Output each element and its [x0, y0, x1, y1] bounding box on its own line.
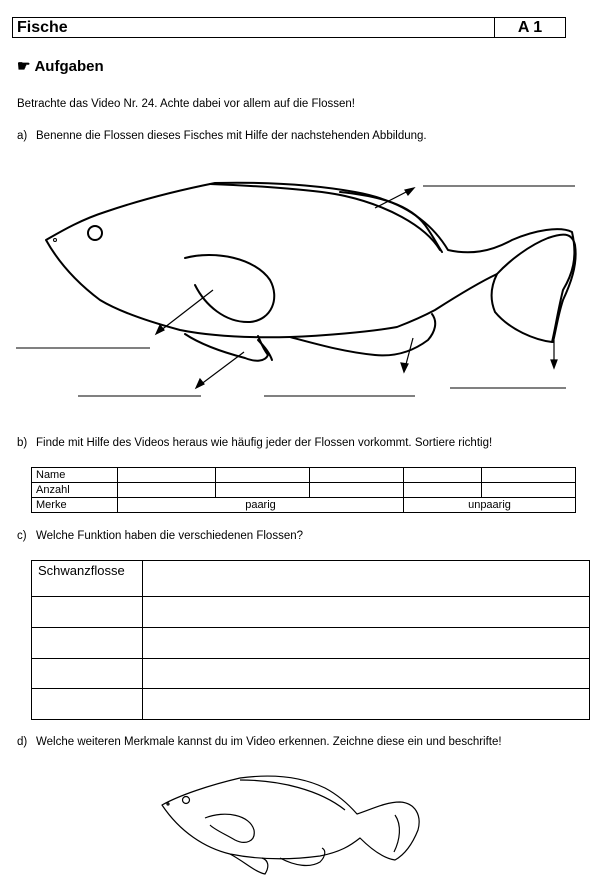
- row-label-name: Name: [32, 468, 118, 483]
- table-row: [32, 628, 590, 659]
- answer-cell[interactable]: [143, 561, 590, 597]
- table-row: [32, 498, 576, 513]
- task-c: [17, 530, 303, 542]
- intro-text: Betrachte das Video Nr. 24. Achte dabei vor allem auf die Flossen!: [17, 98, 355, 110]
- answer-cell[interactable]: [216, 468, 310, 483]
- section-title: Aufgaben: [34, 57, 104, 75]
- task-c-text: Welche Funktion haben die verschiedenen Flossen?: [36, 530, 304, 542]
- fin-name-cell: Schwanzflosse: [32, 561, 143, 597]
- task-c-label: c): [17, 530, 27, 542]
- task-a-text: Benenne die Flossen dieses Fisches mit Hilfe der nachstehenden Abbildung.: [36, 130, 427, 142]
- paired-label: paarig: [118, 498, 404, 513]
- task-d-label: d): [17, 736, 28, 748]
- worksheet-code: A 1: [517, 19, 543, 36]
- answer-cell[interactable]: [404, 483, 482, 498]
- answer-cell[interactable]: [143, 597, 590, 628]
- answer-cell[interactable]: [32, 628, 143, 659]
- answer-cell[interactable]: [310, 483, 404, 498]
- row-label-count: Anzahl: [32, 483, 118, 498]
- answer-cell[interactable]: [482, 468, 576, 483]
- answer-cell[interactable]: [32, 659, 143, 689]
- task-a-label: a): [17, 130, 28, 142]
- small-fish-sketch: [150, 770, 440, 885]
- task-d-text: Welche weiteren Merkmale kannst du im Video erkennen. Zeichne diese ein und beschrifte!: [36, 736, 502, 748]
- answer-cell[interactable]: [216, 483, 310, 498]
- table-row: [32, 561, 590, 597]
- table-row: [32, 659, 590, 689]
- table-row: [32, 468, 576, 483]
- table-row: [32, 483, 576, 498]
- answer-cell[interactable]: [404, 468, 482, 483]
- task-b: [17, 437, 492, 449]
- table-row: [32, 689, 590, 720]
- unpaired-label: unpaarig: [404, 498, 576, 513]
- task-b-label: b): [17, 437, 28, 449]
- task-b-text: Finde mit Hilfe des Videos heraus wie häufig jeder der Flossen vorkommt. Sortiere richtig!: [36, 437, 493, 449]
- answer-cell[interactable]: [32, 689, 143, 720]
- table-row: [32, 597, 590, 628]
- answer-cell[interactable]: [310, 468, 404, 483]
- row-label-note: Merke: [32, 498, 118, 513]
- answer-cell[interactable]: [143, 689, 590, 720]
- answer-cell[interactable]: [143, 628, 590, 659]
- worksheet-title: Fische: [13, 18, 495, 37]
- answer-cell[interactable]: [482, 483, 576, 498]
- answer-cell[interactable]: [143, 659, 590, 689]
- task-d: [17, 736, 502, 748]
- answer-cell[interactable]: [32, 597, 143, 628]
- answer-cell[interactable]: [118, 468, 216, 483]
- answer-cell[interactable]: [118, 483, 216, 498]
- frequency-table: [31, 467, 576, 513]
- function-table: [31, 560, 590, 720]
- pointing-hand-icon: ☛: [17, 58, 31, 75]
